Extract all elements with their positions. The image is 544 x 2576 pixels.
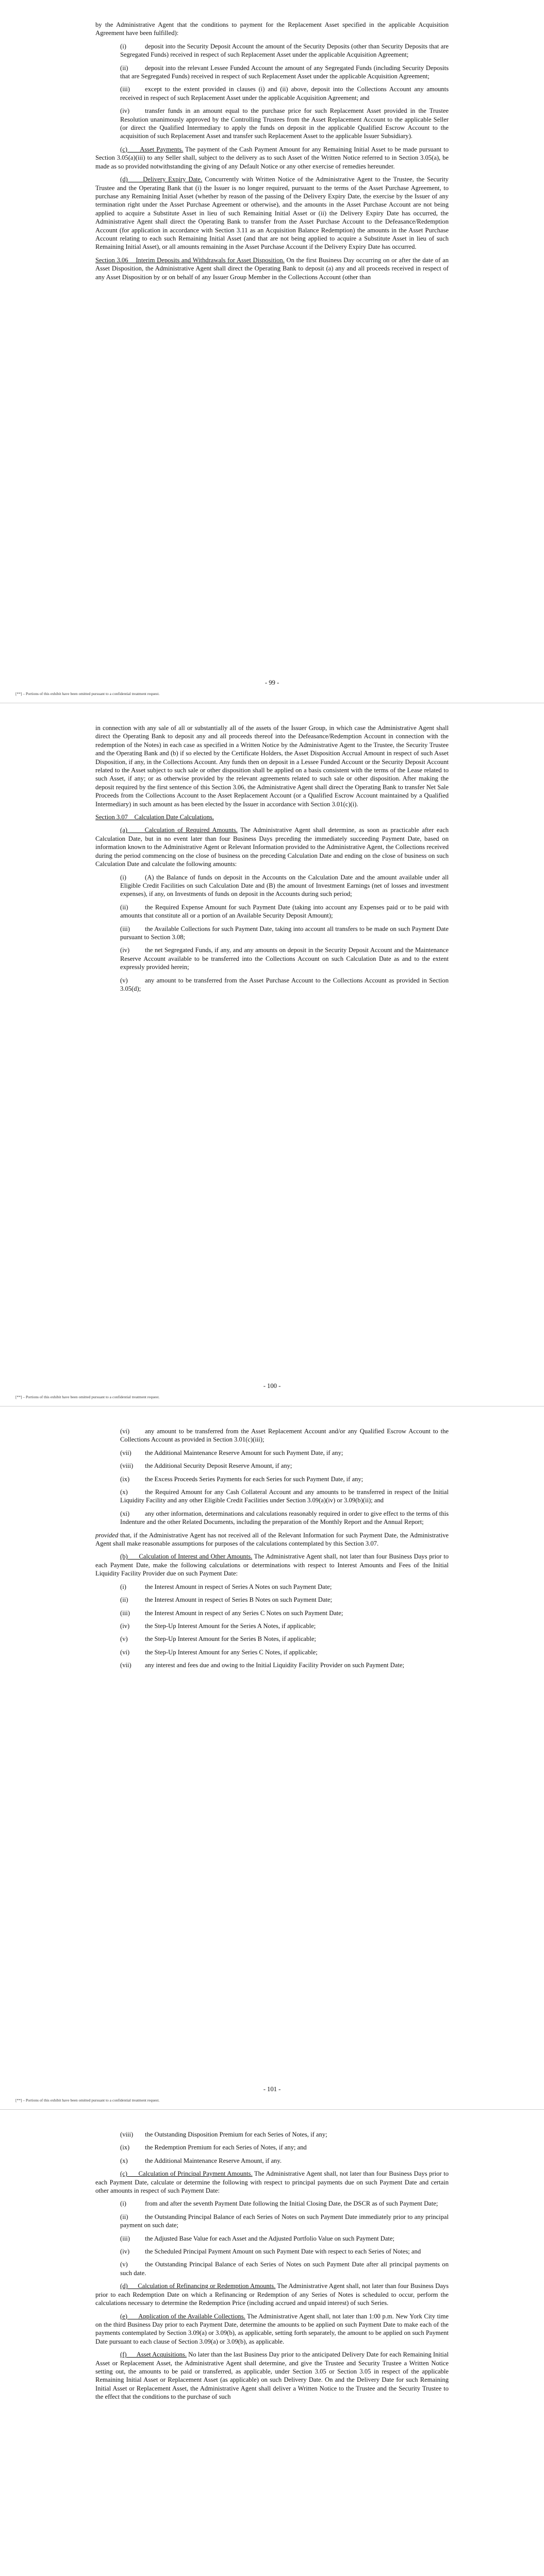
paragraph-text: the Step-Up Interest Amount for any Series C Notes, if applicable; xyxy=(145,1648,318,1656)
subclause-paragraph xyxy=(95,2234,449,2243)
subclause-paragraph xyxy=(95,903,449,920)
paragraph-text: the Interest Amount in respect of Series A Notes on such Payment Date; xyxy=(145,1583,332,1590)
clause-number: (iii) xyxy=(120,2234,130,2242)
paragraph-text: the Outstanding Principal Balance of each Series of Notes on such Payment Date immediately prior to any principal payment on such date; xyxy=(120,2213,449,2229)
paragraph-text: The Administrative Agent shall, not later than four Business Days prior to each Redemption Date on which a Refinancing or Redemption of any Series of Notes is scheduled to occur, perform the calculations necessary to determine the Redemption Price (including accrued and unpaid interest) of such Series. xyxy=(95,2282,449,2307)
subclause-paragraph xyxy=(95,1427,449,1444)
subclause-paragraph xyxy=(95,1475,449,1483)
footer-note: [**] – Portions of this exhibit have been omitted pursuant to a confidential treatment request. xyxy=(15,691,160,696)
body-paragraph xyxy=(95,2282,449,2307)
paragraph-text: The payment of the Cash Payment Amount for any Remaining Initial Asset to be made pursuant to Section 3.05(a)(iii) to any Seller shall, subject to the delivery as to such Asset of the Written Notice referred to in Section 3.05(a), be made as so provided notwithstanding the giving of any Default Notice or any other exercise of remedies hereunder. xyxy=(95,145,449,170)
page-number: - 101 - xyxy=(263,2086,281,2093)
clause-number: (vi) xyxy=(120,1648,130,1656)
paragraph-text: that, if the Administrative Agent has not received all of the Relevant Information for such Payment Date, the Administrative Agent shall make reasonable assumptions for purposes of the calculations contemplated by this Section 3.07. xyxy=(95,1531,449,1548)
clause-number: (iv) xyxy=(120,107,130,115)
paragraph-text: the Excess Proceeds Series Payments for each Series for such Payment Date, if any; xyxy=(145,1475,364,1483)
subclause-paragraph xyxy=(95,873,449,899)
paragraph-text: any amount to be transferred from the Asset Purchase Account to the Collections Account as provided in Section 3.05(d); xyxy=(120,976,449,992)
page-body xyxy=(95,21,449,286)
clause-number: (vii) xyxy=(120,1449,131,1456)
paragraph-text: the Scheduled Principal Payment Amount on such Payment Date with respect to each Series of Notes; and xyxy=(145,2248,421,2256)
clause-number: (iv) xyxy=(120,946,130,954)
subclause-paragraph xyxy=(95,1635,449,1643)
body-paragraph xyxy=(95,1531,449,1548)
subclause-paragraph xyxy=(95,85,449,102)
paragraph-text: any other information, determinations and calculations reasonably required in order to give effect to the terms of this Indenture and the other Related Documents, including the preparation of the Monthly Report and the Annual Report; xyxy=(120,1510,449,1526)
paragraph-text: On the first Business Day occurring on or after the date of an Asset Disposition, the Administrative Agent shall direct the Operating Bank to deposit (a) any and all proceeds received in respect of any Asset Disposition by or on behalf of any Issuer Group Member in the Collections Account (other than xyxy=(95,256,449,281)
document-page-4 xyxy=(0,2110,544,2576)
subclause-paragraph xyxy=(95,1622,449,1630)
section-heading: (e) Application of the Available Collections. xyxy=(120,2312,245,2320)
clause-number: (v) xyxy=(120,1635,128,1643)
paragraph-text: the Required Expense Amount for such Payment Date (taking into account any Expenses paid or to be paid with amounts that constitute all or a portion of an Available Security Deposit Amount); xyxy=(120,903,449,920)
paragraph-text: Concurrently with Written Notice of the Administrative Agent to the Trustee, the Security Trustee and the Operating Bank that (i) the Issuer is no longer required, pursuant to the terms of the Asset Purchase Agreement, to purchase any Remaining Initial Asset (whether by reason of the passing of the Delivery Expiry Date, the exercise by the Issuer of any termination right under the Asset Purchase Agreement or otherwise), and the amounts in the Asset Purchase Account are not being applied to acquire a Substitute Asset in lieu of such Remaining Initial Asset or (ii) the Delivery Expiry Date has occurred, the Administrative Agent shall direct the Operating Bank to transfer from the Asset Purchase Account to the Defeasance/Redemption Account (for application in accordance with Section 3.11 as an Acquisition Balance Redemption) the amounts in the Asset Purchase Account relating to each such Remaining Initial Asset (and that are not being applied to acquire a Substitute Asset in lieu of such Remaining Initial Asset), or all amounts remaining in the Asset Purchase Account if the Delivery Expiry Date has occurred. xyxy=(95,176,449,251)
paragraph-text: deposit into the relevant Lessee Funded Account the amount of any Segregated Funds (including Security Deposits that are Segregated Funds) received in respect of such Replacement Asset under the applicable Acquisition Agreement; xyxy=(120,64,449,80)
clause-number: (ii) xyxy=(120,2213,128,2221)
subclause-paragraph xyxy=(95,946,449,971)
page-body xyxy=(95,2130,449,2406)
subclause-paragraph xyxy=(95,976,449,993)
clause-number: (x) xyxy=(120,2157,128,2164)
body-paragraph xyxy=(95,826,449,868)
paragraph-text: the Additional Maintenance Reserve Amount, if any. xyxy=(145,2157,282,2164)
body-paragraph xyxy=(95,1552,449,1578)
document-page-1 xyxy=(0,0,544,703)
subclause-paragraph xyxy=(95,1583,449,1591)
body-paragraph xyxy=(95,724,449,808)
italic-term: provided xyxy=(95,1531,119,1539)
clause-number: (ix) xyxy=(120,1475,130,1483)
paragraph-text: No later than the last Business Day prior to the anticipated Delivery Date for each Remaining Initial Asset or Replacement Asset, the Administrative Agent shall determine, and give the Trustee and Security Trustee a Written Notice setting out, the amounts to be paid or transferred, as applicable, under Section 3.05 or Section 3.05 in respect of the applicable Remaining Initial Asset or Replacement Asset (as applicable) on such Delivery Date. On and the Delivery Date for such Remaining Initial Asset or Replacement Asset, the Administrative Agent shall deliver a Written Notice to the Trustee and the Security Trustee to the effect that the conditions to the purchase of such xyxy=(95,2351,449,2401)
paragraph-text: deposit into the Security Deposit Account the amount of the Security Deposits (other than Security Deposits that are Segregated Funds) received in respect of such Replacement Asset under the applicable Acquisition Agreement; xyxy=(120,42,449,59)
page-number: - 100 - xyxy=(263,1382,281,1389)
body-paragraph xyxy=(95,256,449,281)
page-body xyxy=(95,724,449,997)
subclause-paragraph xyxy=(95,2199,449,2208)
subclause-paragraph xyxy=(95,2213,449,2230)
section-heading: (d) Calculation of Refinancing or Redemption Amounts. xyxy=(120,2282,276,2290)
clause-number: (iii) xyxy=(120,1609,130,1617)
subclause-paragraph xyxy=(95,1609,449,1617)
body-paragraph xyxy=(95,2350,449,2401)
clause-number: (viii) xyxy=(120,2131,134,2138)
paragraph-text: The Administrative Agent shall, not later than 1:00 p.m. New York City time on the third Business Day prior to each Payment Date, determine the amounts to be applied on such Payment Date to make each of the payments contemplated by Section 3.09(a) or 3.09(b), as applicable, setting forth separately, the amount to be applied on such Payment Date pursuant to each clause of Section 3.09(a) or 3.09(b), as applicable. xyxy=(95,2312,449,2345)
paragraph-text: any interest and fees due and owing to the Initial Liquidity Facility Provider on such Payment Date; xyxy=(145,1662,404,1669)
subclause-paragraph xyxy=(95,2157,449,2165)
clause-number: (i) xyxy=(120,2200,126,2208)
clause-number: (i) xyxy=(120,873,126,881)
footer-note: [**] – Portions of this exhibit have been omitted pursuant to a confidential treatment request. xyxy=(15,2098,160,2103)
section-heading: (c) Calculation of Principal Payment Amounts. xyxy=(120,2170,253,2178)
paragraph-text: transfer funds in an amount equal to the purchase price for such Replacement Asset provided in the Trustee Resolution unanimously approved by the Controlling Trustees from the Asset Replacement Account to the applicable Seller (or direct the Qualified Intermediary to apply the funds on deposit in the applicable Qualified Escrow Account to the acquisition of such Replacement Asset and transfer such Replacement Asset to the applicable Issuer Subsidiary). xyxy=(120,107,449,140)
clause-number: (ii) xyxy=(120,1596,128,1604)
paragraph-text: The Administrative Agent shall, not later than four Business Days prior to each Payment Date, calculate or determine the following with respect to principal payments due on such Payment Date and certain other amounts in respect of such Payment Date: xyxy=(95,2170,449,2195)
body-paragraph xyxy=(95,2312,449,2346)
paragraph-text: the Adjusted Base Value for each Asset and the Adjusted Portfolio Value on such Payment Date; xyxy=(145,2234,394,2242)
subclause-paragraph xyxy=(95,1661,449,1669)
clause-number: (iii) xyxy=(120,925,130,933)
section-heading: (a) Calculation of Required Amounts. xyxy=(120,826,238,834)
subclause-paragraph xyxy=(95,107,449,141)
subclause-paragraph xyxy=(95,1510,449,1527)
clause-number: (iv) xyxy=(120,1622,130,1630)
document-page-3 xyxy=(0,1406,544,2110)
clause-number: (xi) xyxy=(120,1510,130,1517)
clause-number: (ix) xyxy=(120,2144,130,2151)
clause-number: (x) xyxy=(120,1488,128,1496)
subclause-paragraph xyxy=(95,2143,449,2151)
paragraph-text: the Step-Up Interest Amount for the Series A Notes, if applicable; xyxy=(145,1622,316,1630)
paragraph-text: The Administrative Agent shall determine, as soon as practicable after each Calculation Date, but in no event later than four Business Days preceding the immediately succeeding Payment Date, based on information known to the Administrative Agent or Relevant Information provided to the Administrative Agent, the Collections received during the period commencing on the close of business on the preceding Calculation Date and ending on the close of business on such Calculation Date and calculate the following amounts: xyxy=(95,826,449,868)
paragraph-text: The Administrative Agent shall, not later than four Business Days prior to each Payment Date, make the following calculations or determinations with respect to Interest Amounts and Fees of the Initial Liquidity Facility Provider due on such Payment Date: xyxy=(95,1553,449,1578)
paragraph-text: in connection with any sale of all or substantially all of the assets of the Issuer Group, in which case the Administrative Agent shall direct the Operating Bank to deposit any and all proceeds thereof into the Defeasance/Redemption Account in connection with the redemption of the Notes) in each case as specified in a Written Notice by the Administrative Agent to the Trustee, the Security Trustee and the Operating Bank and (b) if so elected by the Certificate Holders, the Asset Disposition Accrual Amount in respect of such Asset Disposition, if any, in the Collections Account. Any funds then on deposit in a Lessee Funded Account or the Security Deposit Account related to the Asset subject to such sale or other disposition shall be applied on a basis consistent with the terms of the Lease related to such Asset, if any; or as otherwise provided by the relevant agreements related to such sale or other disposition. After making the deposit required by the first sentence of this Section 3.06, the Administrative Agent shall direct the Operating Bank to transfer Net Sale Proceeds from the Collections Account to the Asset Replacement Account (or a Qualified Escrow Account maintained by a Qualified Intermediary) in such amount as has been elected by the Issuer in accordance with Section 3.01(c)(i). xyxy=(95,724,449,808)
clause-number: (i) xyxy=(120,42,126,50)
page-number: - 99 - xyxy=(265,679,279,686)
paragraph-text: the Outstanding Disposition Premium for each Series of Notes, if any; xyxy=(145,2131,327,2138)
paragraph-text: by the Administrative Agent that the conditions to payment for the Replacement Asset specified in the applicable Acquisition Agreement have been fulfilled): xyxy=(95,21,449,37)
paragraph-text: the Additional Security Deposit Reserve Amount, if any; xyxy=(145,1462,292,1470)
body-paragraph xyxy=(95,813,449,821)
document-page-2 xyxy=(0,703,544,1406)
clause-number: (ii) xyxy=(120,64,128,72)
subclause-paragraph xyxy=(95,2260,449,2277)
paragraph-text: the Interest Amount in respect of any Series C Notes on such Payment Date; xyxy=(145,1609,343,1617)
body-paragraph xyxy=(95,175,449,251)
footer-note: [**] – Portions of this exhibit have been omitted pursuant to a confidential treatment request. xyxy=(15,1395,160,1399)
section-heading: (d) Delivery Expiry Date. xyxy=(120,176,203,183)
subclause-paragraph xyxy=(95,925,449,942)
paragraph-text: the Outstanding Principal Balance of each Series of Notes on such Payment Date after all principal payments on such date. xyxy=(120,2261,449,2277)
section-heading: Section 3.07 Calculation Date Calculations. xyxy=(95,814,214,821)
clause-number: (viii) xyxy=(120,1462,134,1470)
subclause-paragraph xyxy=(95,1449,449,1457)
section-heading: (b) Calculation of Interest and Other Amounts. xyxy=(120,1553,253,1561)
paragraph-text: from and after the seventh Payment Date following the Initial Closing Date, the DSCR as of such Payment Date; xyxy=(145,2200,438,2208)
paragraph-text: except to the extent provided in clauses (i) and (ii) above, deposit into the Collections Account any amounts received in respect of such Replacement Asset under the applicable Acquisition Agreement; and xyxy=(120,86,449,101)
section-heading: Section 3.06 Interim Deposits and Withdrawals for Asset Disposition. xyxy=(95,256,285,264)
subclause-paragraph xyxy=(95,64,449,81)
subclause-paragraph xyxy=(95,1488,449,1505)
clause-number: (i) xyxy=(120,1583,126,1590)
paragraph-text: any amount to be transferred from the Asset Replacement Account and/or any Qualified Escrow Account to the Collections Account as provided in Section 3.01(c)(iii); xyxy=(120,1428,449,1444)
section-heading: (f) Asset Acquisitions. xyxy=(120,2351,187,2359)
paragraph-text: the Step-Up Interest Amount for the Series B Notes, if applicable; xyxy=(145,1635,316,1643)
subclause-paragraph xyxy=(95,2247,449,2256)
subclause-paragraph xyxy=(95,1462,449,1470)
paragraph-text: (A) the Balance of funds on deposit in the Accounts on the Calculation Date and the amount available under all Eligible Credit Facilities on such Calculation Date and (B) the amount of Investment Earnings (net of losses and investment expenses), if any, on Investments of funds on deposit in the Accounts during such period; xyxy=(120,873,449,898)
clause-number: (iii) xyxy=(120,86,130,93)
paragraph-text: the Required Amount for any Cash Collateral Account and any amounts to be transferred in respect of the Initial Liquidity Facility and any other Eligible Credit Facilities under Section 3.09(a)(iv) or 3.09(b)(ii); and xyxy=(120,1488,449,1504)
clause-number: (iv) xyxy=(120,2248,130,2256)
subclause-paragraph xyxy=(95,1596,449,1604)
subclause-paragraph xyxy=(95,1648,449,1656)
page-body xyxy=(95,1427,449,1674)
paragraph-text: the net Segregated Funds, if any, and any amounts on deposit in the Security Deposit Account and the Maintenance Reserve Account available to be transferred into the Collections Account on such Calculation Date as and to the extent expressly provided herein; xyxy=(120,946,449,971)
paragraph-text: the Available Collections for such Payment Date, taking into account all transfers to be made on such Payment Date pursuant to Section 3.08; xyxy=(120,925,449,941)
clause-number: (vi) xyxy=(120,1428,130,1435)
clause-number: (v) xyxy=(120,2261,128,2268)
body-paragraph xyxy=(95,2170,449,2195)
body-paragraph xyxy=(95,145,449,171)
subclause-paragraph xyxy=(95,2130,449,2139)
paragraph-text: the Interest Amount in respect of Series B Notes on such Payment Date; xyxy=(145,1596,333,1604)
subclause-paragraph xyxy=(95,42,449,59)
clause-number: (vii) xyxy=(120,1662,131,1669)
paragraph-text: the Additional Maintenance Reserve Amount for such Payment Date, if any; xyxy=(145,1449,343,1456)
paragraph-text: the Redemption Premium for each Series of Notes, if any; and xyxy=(145,2144,307,2151)
clause-number: (ii) xyxy=(120,903,128,911)
clause-number: (v) xyxy=(120,976,128,984)
body-paragraph xyxy=(95,21,449,38)
section-heading: (c) Asset Payments. xyxy=(120,145,184,153)
